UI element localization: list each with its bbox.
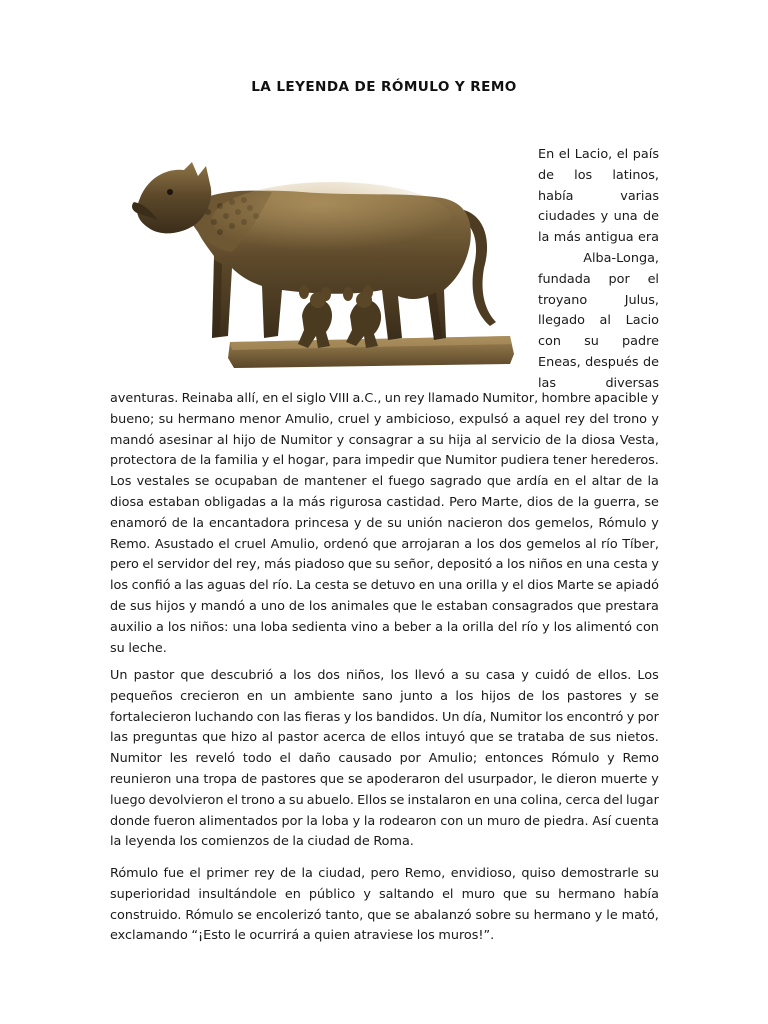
text-line: fundada por el	[538, 271, 659, 287]
paragraph-2	[110, 666, 659, 853]
paragraph-3	[110, 864, 659, 947]
text-line: su leche.	[110, 640, 167, 656]
text-line: fortalecieron luchando con las fieras y los bandidos. Un día, Numitor los encontró y por	[110, 709, 659, 725]
text-line: las preguntas que hizo al pastor acerca de ellos intuyó que se trataba de sus nietos.	[110, 730, 659, 746]
text-line: auxilio a los niños: una loba sedienta vino a beber a la orilla del río y los alimentó con	[110, 619, 659, 635]
text-line: había varias	[538, 188, 659, 204]
text-line: Un pastor que descubrió a los dos niños, los llevó a su casa y cuidó de ellos. Los	[110, 668, 659, 683]
text-line: de los latinos,	[538, 167, 659, 183]
text-line: de sus hijos y mandó a uno de los animales que le estaban consagrados que prestara	[110, 598, 659, 614]
text-line: superioridad insultándole en público y saltando el muro que su hermano había	[110, 886, 659, 902]
text-line: aventuras. Reinaba allí, en el siglo VIII a.C., un rey llamado Numitor, hombre apacible y	[110, 391, 659, 406]
text-line: la más antigua era	[538, 230, 659, 246]
text-line: donde fueron alimentados por la loba y la rodearon con un muro de piedra. Así cuenta	[110, 813, 659, 829]
text-line: construido. Rómulo se encolerizó tanto, que se abalanzó sobre su hermano y le mató,	[110, 907, 659, 923]
text-line: diosa estaban obligadas a la más rigurosa castidad. Pero Marte, dios de la guerra, se	[110, 494, 659, 510]
paragraph-1	[110, 389, 659, 659]
text-line: En el Lacio, el país	[538, 147, 659, 162]
text-line: Los vestales se ocupaban de mantener el fuego sagrado que ardía en el altar de la	[110, 474, 659, 490]
text-line: las diversas	[538, 375, 659, 391]
text-line: Remo. Asustado el cruel Amulio, ordenó que arrojaran a los dos gemelos al río Tíber,	[110, 536, 659, 552]
text-line: Alba-Longa,	[583, 250, 659, 266]
text-line: mandó asesinar al hijo de Numitor y consagrar a su hija al servicio de la diosa Vesta,	[110, 432, 659, 448]
text-line: bueno; su hermano menor Amulio, cruel y ambicioso, expulsó a aquel rey del trono y	[110, 411, 659, 427]
text-line: pequeños crecieron en un ambiente sano junto a los hijos de los pastores y se	[110, 688, 659, 704]
page-title: LA LEYENDA DE RÓMULO Y REMO	[251, 79, 517, 95]
text-line: con su padre	[538, 334, 659, 350]
text-line: troyano Julus,	[538, 292, 659, 308]
she-wolf-statue-image	[112, 140, 524, 372]
text-line: luego devolvieron el trono a su abuelo. Ellos se instalaron en una colina, cerca del lugar	[110, 792, 659, 808]
text-line: pero el servidor del rey, más piadoso que su señor, depositó a los niños en una cesta y	[110, 557, 659, 573]
text-line: enamoró de la encantadora princesa y de su unión nacieron dos gemelos, Rómulo y	[110, 515, 659, 531]
text-line: Numitor les reveló todo el daño causado por Amulio; entonces Rómulo y Remo	[110, 751, 659, 767]
text-line: Rómulo fue el primer rey de la ciudad, pero Remo, envidioso, quiso demostrarle su	[110, 866, 659, 881]
text-line: protectora de la familia y el hogar, para impedir que Numitor pudiera tener herederos.	[110, 453, 659, 469]
text-line: reunieron una tropa de pastores que se apoderaron del usurpador, le dieron muerte y	[110, 771, 659, 787]
text-line: exclamando “¡Esto le ocurrirá a quien atraviese los muros!”.	[110, 928, 495, 944]
text-line: ciudades y una de	[538, 209, 659, 225]
text-line: los confió a las aguas del río. La cesta se detuvo en una orilla y el dios Marte se apiadó	[110, 578, 659, 594]
text-line: la leyenda los comienzos de la ciudad de Roma.	[110, 834, 414, 850]
text-line: llegado al Lacio	[538, 313, 659, 329]
wrapped-text-column	[538, 145, 659, 395]
text-line: Eneas, después de	[538, 354, 659, 370]
